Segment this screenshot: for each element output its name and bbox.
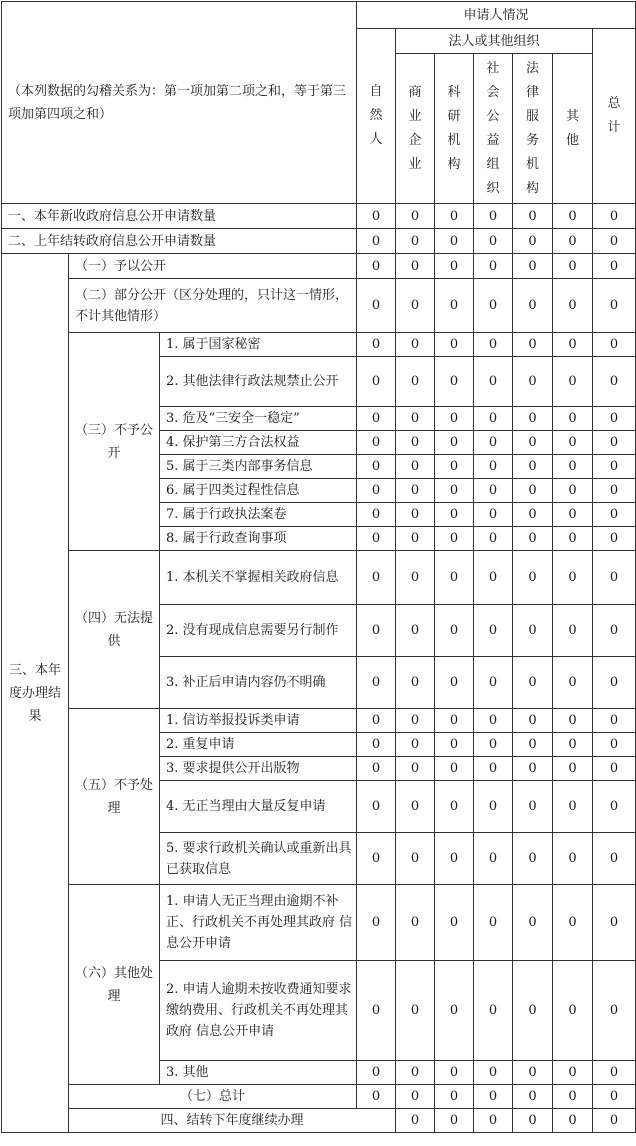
header-col-other xyxy=(553,54,593,204)
value-cell: 0 xyxy=(593,527,636,551)
value-cell: 0 xyxy=(396,1109,435,1133)
header-col-natural-person-text: 自然人 xyxy=(369,84,383,147)
table-row xyxy=(2,229,636,254)
header-col-research-text: 科研机构 xyxy=(447,84,461,172)
value-cell: 0 xyxy=(474,1109,513,1133)
value-cell: 0 xyxy=(396,605,435,657)
row-label: 二、上年结转政府信息公开申请数量 xyxy=(2,229,357,254)
value-cell: 0 xyxy=(396,833,435,885)
value-cell: 0 xyxy=(553,503,593,527)
value-cell: 0 xyxy=(435,551,474,605)
value-cell: 0 xyxy=(553,229,593,254)
value-cell: 0 xyxy=(553,279,593,333)
value-cell: 0 xyxy=(357,1085,396,1109)
row-label: 2. 重复申请 xyxy=(160,733,357,757)
table-row xyxy=(2,1085,636,1109)
value-cell: 0 xyxy=(357,254,396,279)
value-cell: 0 xyxy=(357,279,396,333)
value-cell: 0 xyxy=(593,333,636,357)
header-col-natural-person xyxy=(357,29,396,204)
value-cell: 0 xyxy=(474,455,513,479)
value-cell: 0 xyxy=(396,885,435,961)
header-legal-person-group: 法人或其他组织 xyxy=(396,29,593,54)
row-label: 4. 无正当理由大量反复申请 xyxy=(160,781,357,833)
section-3-label: 三、本年度办理结果 xyxy=(2,254,69,1133)
value-cell: 0 xyxy=(553,1061,593,1085)
value-cell: 0 xyxy=(474,605,513,657)
value-cell: 0 xyxy=(435,527,474,551)
table-row xyxy=(2,333,636,357)
value-cell: 0 xyxy=(593,479,636,503)
value-cell: 0 xyxy=(357,733,396,757)
group-3-label: （三）不予公开 xyxy=(69,333,160,551)
group-6-label: （六）其他处理 xyxy=(69,885,160,1085)
value-cell: 0 xyxy=(553,204,593,229)
value-cell: 0 xyxy=(593,431,636,455)
value-cell: 0 xyxy=(474,757,513,781)
value-cell: 0 xyxy=(435,407,474,431)
value-cell: 0 xyxy=(553,961,593,1061)
value-cell: 0 xyxy=(513,503,553,527)
value-cell: 0 xyxy=(474,407,513,431)
value-cell: 0 xyxy=(396,733,435,757)
value-cell: 0 xyxy=(474,204,513,229)
value-cell: 0 xyxy=(593,204,636,229)
table-row xyxy=(2,551,636,605)
value-cell: 0 xyxy=(357,333,396,357)
value-cell: 0 xyxy=(357,781,396,833)
value-cell: 0 xyxy=(435,1061,474,1085)
row-label: 1. 本机关不掌握相关政府信息 xyxy=(160,551,357,605)
value-cell: 0 xyxy=(553,455,593,479)
row-label: 5. 要求行政机关确认或重新出具已获取信息 xyxy=(160,833,357,885)
value-cell: 0 xyxy=(474,503,513,527)
value-cell: 0 xyxy=(593,1061,636,1085)
value-cell: 0 xyxy=(396,657,435,709)
header-note-cell xyxy=(2,2,357,204)
value-cell: 0 xyxy=(513,657,553,709)
value-cell: 0 xyxy=(593,229,636,254)
row-label: （二）部分公开（区分处理的，只计这一情形，不计其他情形） xyxy=(69,279,357,333)
row-label: 2. 没有现成信息需要另行制作 xyxy=(160,605,357,657)
value-cell: 0 xyxy=(513,333,553,357)
header-col-other-text: 其他 xyxy=(565,108,579,148)
header-col-commercial xyxy=(396,54,435,204)
value-cell: 0 xyxy=(357,657,396,709)
value-cell: 0 xyxy=(553,551,593,605)
value-cell: 0 xyxy=(474,333,513,357)
value-cell: 0 xyxy=(396,503,435,527)
row-label: 1. 申请人无正当理由逾期不补正、行政机关不再处理其政府 信息公开申请 xyxy=(160,885,357,961)
value-cell: 0 xyxy=(435,757,474,781)
row-label: 5. 属于三类内部事务信息 xyxy=(160,455,357,479)
row-label: 3. 补正后申请内容仍不明确 xyxy=(160,657,357,709)
value-cell: 0 xyxy=(435,279,474,333)
value-cell: 0 xyxy=(513,833,553,885)
row-label: （一）予以公开 xyxy=(69,254,357,279)
header-col-legal-service xyxy=(513,54,553,204)
value-cell: 0 xyxy=(396,709,435,733)
value-cell: 0 xyxy=(513,757,553,781)
value-cell: 0 xyxy=(553,431,593,455)
value-cell: 0 xyxy=(474,229,513,254)
value-cell: 0 xyxy=(513,781,553,833)
table-row xyxy=(2,709,636,733)
value-cell: 0 xyxy=(593,961,636,1061)
value-cell: 0 xyxy=(513,605,553,657)
value-cell: 0 xyxy=(435,709,474,733)
header-col-total xyxy=(593,29,636,204)
value-cell: 0 xyxy=(435,733,474,757)
value-cell: 0 xyxy=(357,527,396,551)
value-cell: 0 xyxy=(435,657,474,709)
value-cell: 0 xyxy=(357,204,396,229)
value-cell: 0 xyxy=(357,709,396,733)
row-label: （七）总计 xyxy=(69,1085,357,1109)
value-cell: 0 xyxy=(513,1109,553,1133)
value-cell: 0 xyxy=(357,503,396,527)
header-col-social-welfare-text: 社会公益组织 xyxy=(486,60,500,196)
value-cell: 0 xyxy=(435,455,474,479)
value-cell: 0 xyxy=(357,431,396,455)
value-cell: 0 xyxy=(513,1085,553,1109)
value-cell: 0 xyxy=(513,431,553,455)
value-cell: 0 xyxy=(435,885,474,961)
value-cell: 0 xyxy=(396,961,435,1061)
value-cell: 0 xyxy=(474,254,513,279)
table-row xyxy=(2,254,636,279)
value-cell: 0 xyxy=(396,479,435,503)
value-cell: 0 xyxy=(396,1085,435,1109)
value-cell: 0 xyxy=(435,781,474,833)
value-cell: 0 xyxy=(357,551,396,605)
row-label: 1. 属于国家秘密 xyxy=(160,333,357,357)
value-cell: 0 xyxy=(435,605,474,657)
value-cell: 0 xyxy=(553,781,593,833)
header-col-social-welfare xyxy=(474,54,513,204)
value-cell: 0 xyxy=(474,279,513,333)
value-cell: 0 xyxy=(593,657,636,709)
value-cell: 0 xyxy=(593,1085,636,1109)
row-label: 2. 其他法律行政法规禁止公开 xyxy=(160,357,357,407)
value-cell: 0 xyxy=(396,551,435,605)
value-cell: 0 xyxy=(513,885,553,961)
value-cell: 0 xyxy=(593,709,636,733)
value-cell: 0 xyxy=(396,279,435,333)
value-cell: 0 xyxy=(513,229,553,254)
value-cell: 0 xyxy=(553,709,593,733)
value-cell: 0 xyxy=(396,1061,435,1085)
value-cell: 0 xyxy=(513,1061,553,1085)
value-cell: 0 xyxy=(435,204,474,229)
value-cell: 0 xyxy=(474,709,513,733)
value-cell: 0 xyxy=(435,333,474,357)
value-cell: 0 xyxy=(513,709,553,733)
value-cell: 0 xyxy=(474,479,513,503)
value-cell: 0 xyxy=(513,479,553,503)
value-cell: 0 xyxy=(474,733,513,757)
value-cell: 0 xyxy=(396,431,435,455)
value-cell: 0 xyxy=(593,357,636,407)
row-label: 7. 属于行政执法案卷 xyxy=(160,503,357,527)
value-cell: 0 xyxy=(396,333,435,357)
value-cell: 0 xyxy=(474,833,513,885)
value-cell: 0 xyxy=(553,733,593,757)
row-label: 8. 属于行政查询事项 xyxy=(160,527,357,551)
row-label: 3. 其他 xyxy=(160,1061,357,1085)
value-cell: 0 xyxy=(435,479,474,503)
value-cell: 0 xyxy=(435,254,474,279)
value-cell: 0 xyxy=(435,503,474,527)
row-label: 1. 信访举报投诉类申请 xyxy=(160,709,357,733)
header-col-research xyxy=(435,54,474,204)
value-cell: 0 xyxy=(435,961,474,1061)
value-cell: 0 xyxy=(513,733,553,757)
value-cell: 0 xyxy=(593,833,636,885)
value-cell: 0 xyxy=(593,885,636,961)
value-cell: 0 xyxy=(396,254,435,279)
value-cell: 0 xyxy=(357,605,396,657)
value-cell: 0 xyxy=(553,407,593,431)
table-row xyxy=(2,204,636,229)
table-body xyxy=(2,2,636,1133)
value-cell: 0 xyxy=(474,885,513,961)
header-col-legal-service-text: 法律服务机构 xyxy=(525,60,539,196)
row-label: 一、本年新收政府信息公开申请数量 xyxy=(2,204,357,229)
value-cell: 0 xyxy=(396,455,435,479)
value-cell: 0 xyxy=(553,333,593,357)
table-row xyxy=(2,279,636,333)
value-cell: 0 xyxy=(513,407,553,431)
value-cell: 0 xyxy=(474,961,513,1061)
value-cell: 0 xyxy=(357,961,396,1061)
disclosure-stats-table xyxy=(1,1,636,1133)
row-label: 2. 申请人逾期未按收费通知要求缴纳费用、行政机关不再处理其政府 信息公开申请 xyxy=(160,961,357,1061)
value-cell: 0 xyxy=(513,551,553,605)
value-cell: 0 xyxy=(593,781,636,833)
value-cell: 0 xyxy=(474,357,513,407)
value-cell: 0 xyxy=(513,961,553,1061)
value-cell: 0 xyxy=(396,757,435,781)
value-cell: 0 xyxy=(435,431,474,455)
value-cell: 0 xyxy=(553,757,593,781)
value-cell: 0 xyxy=(396,781,435,833)
header-note: （本列数据的勾稽关系为：第一项加第二项之和，等于第三项加第四项之和） xyxy=(8,83,347,122)
value-cell: 0 xyxy=(553,605,593,657)
value-cell: 0 xyxy=(396,229,435,254)
value-cell: 0 xyxy=(396,527,435,551)
value-cell: 0 xyxy=(435,833,474,885)
table-row xyxy=(2,1109,636,1133)
value-cell: 0 xyxy=(357,1061,396,1085)
value-cell: 0 xyxy=(474,1085,513,1109)
value-cell: 0 xyxy=(553,657,593,709)
value-cell: 0 xyxy=(357,757,396,781)
value-cell: 0 xyxy=(357,833,396,885)
value-cell: 0 xyxy=(357,455,396,479)
row-label: 3. 要求提供公开出版物 xyxy=(160,757,357,781)
value-cell: 0 xyxy=(593,551,636,605)
value-cell: 0 xyxy=(357,357,396,407)
value-cell: 0 xyxy=(357,229,396,254)
value-cell: 0 xyxy=(553,1109,593,1133)
value-cell: 0 xyxy=(593,254,636,279)
value-cell: 0 xyxy=(513,254,553,279)
value-cell: 0 xyxy=(593,733,636,757)
row-label: 3. 危及“三安全一稳定” xyxy=(160,407,357,431)
row-label: 4. 保护第三方合法权益 xyxy=(160,431,357,455)
value-cell: 0 xyxy=(357,479,396,503)
value-cell: 0 xyxy=(474,551,513,605)
value-cell: 0 xyxy=(593,757,636,781)
row-label: 6. 属于四类过程性信息 xyxy=(160,479,357,503)
value-cell: 0 xyxy=(396,407,435,431)
value-cell: 0 xyxy=(553,254,593,279)
value-cell: 0 xyxy=(553,833,593,885)
value-cell: 0 xyxy=(553,527,593,551)
value-cell: 0 xyxy=(593,1109,636,1133)
value-cell: 0 xyxy=(553,479,593,503)
value-cell: 0 xyxy=(435,357,474,407)
value-cell: 0 xyxy=(357,885,396,961)
value-cell: 0 xyxy=(513,527,553,551)
value-cell: 0 xyxy=(593,279,636,333)
row-label: 四、结转下年度继续办理 xyxy=(69,1109,396,1133)
value-cell: 0 xyxy=(593,455,636,479)
value-cell: 0 xyxy=(513,279,553,333)
value-cell: 0 xyxy=(474,527,513,551)
group-4-label: （四）无法提供 xyxy=(69,551,160,709)
value-cell: 0 xyxy=(553,357,593,407)
header-col-commercial-text: 商业企业 xyxy=(408,84,422,172)
value-cell: 0 xyxy=(435,1085,474,1109)
value-cell: 0 xyxy=(593,605,636,657)
value-cell: 0 xyxy=(553,1085,593,1109)
group-5-label: （五）不予处理 xyxy=(69,709,160,885)
value-cell: 0 xyxy=(593,407,636,431)
value-cell: 0 xyxy=(553,885,593,961)
value-cell: 0 xyxy=(357,407,396,431)
header-col-total-text: 总计 xyxy=(607,96,621,135)
value-cell: 0 xyxy=(396,357,435,407)
value-cell: 0 xyxy=(474,657,513,709)
table-row xyxy=(2,885,636,961)
value-cell: 0 xyxy=(513,204,553,229)
header-applicant-situation: 申请人情况 xyxy=(357,2,636,29)
value-cell: 0 xyxy=(474,1061,513,1085)
value-cell: 0 xyxy=(593,503,636,527)
value-cell: 0 xyxy=(435,1109,474,1133)
value-cell: 0 xyxy=(513,455,553,479)
value-cell: 0 xyxy=(474,431,513,455)
value-cell: 0 xyxy=(435,229,474,254)
value-cell: 0 xyxy=(474,781,513,833)
value-cell: 0 xyxy=(396,204,435,229)
value-cell: 0 xyxy=(513,357,553,407)
